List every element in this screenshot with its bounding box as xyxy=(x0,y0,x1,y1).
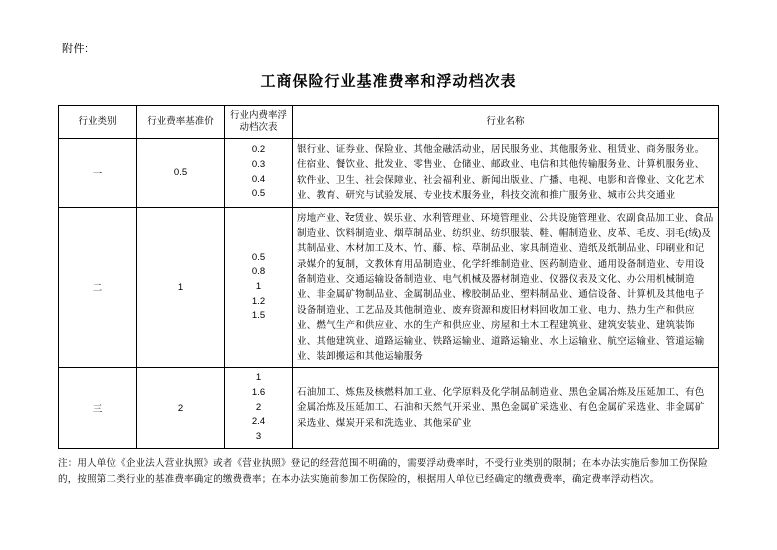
cell-tiers xyxy=(225,207,293,368)
tier-value: 1.6 xyxy=(251,386,266,398)
cell-category: 二 xyxy=(59,207,137,368)
rate-table xyxy=(58,105,719,449)
attachment-label: 附件: xyxy=(62,43,89,55)
tier-value: 1 xyxy=(255,372,262,384)
column-header-industry-names: 行业名称 xyxy=(293,106,719,139)
cell-category: 一 xyxy=(59,139,137,208)
page-title: 工商保险行业基准费率和浮动档次表 xyxy=(260,74,517,90)
cell-tiers xyxy=(225,139,293,208)
cell-base-rate: 1 xyxy=(137,207,225,368)
tier-value: 0.5 xyxy=(251,188,266,200)
tier-value: 2.4 xyxy=(251,416,266,428)
column-header-category: 行业类别 xyxy=(59,106,137,139)
tier-value: 0.3 xyxy=(251,159,266,171)
tier-value: 0.5 xyxy=(251,251,266,263)
cell-industry-names: 银行业、证券业、保险业、其他金融活动业，居民服务业、其他服务业、租赁业、商务服务业。住宿业、餐饮业、批发业、零售业、仓储业、邮政业、电信和其他传输服务业、计算机服务业、软件业、卫生、社会保障业、社会福利业、新闻出版业、广播、电视、电影和音像业、文化艺术业、教育、研究与试验发展、专业技术服务业，科技交流和推广服务业、城市公共交通业 xyxy=(293,139,719,208)
table-row xyxy=(59,368,719,449)
cell-industry-names: 房地产业、रेंट赁业、娱乐业、水利管理业、环境管理业、公共设施管理业、农副食品加工业、食品制造业、饮料制造业、烟草制品业、纺织业、纺织服装、鞋、帽制造业、皮革、毛皮、羽毛(绒)及其制品业、木材加工及木、竹、藤、棕、草制品业、家具制造业、造纸及纸制品业、印刷业和记录媒介的复制，文教休育用品制造业、化学纤维制造业、医药制造业、通用设备制造业、专用设备制造业、交通运输设备制造业、电气机械及器材制造业、仪器仪表及文化、办公用机械制造业、非金属矿物制品业、金属制品业、橡胶制品业、塑料制品业、通信设备、计算机及其他电子设备制造业、工艺品及其他制造业、废弃资源和废旧材料回收加工业、电力、热力生产和供应业、燃气生产和供应业、水的生产和供应业、房屋和土木工程建筑业、建筑安装业、建筑装饰业、其他建筑业、道路运输业、铁路运输业、道路运输业、水上运输业、航空运输业、管道运输业、装卸搬运和其他运输服务 xyxy=(293,207,719,368)
cell-tiers xyxy=(225,368,293,449)
tier-value: 0.2 xyxy=(251,144,266,156)
tier-value: 3 xyxy=(255,431,262,443)
tier-value: 0.4 xyxy=(251,173,266,185)
table-note: 注：用人单位《企业法人营业执照》或者《营业执照》登记的经营范围不明确的，需要浮动费率时，不受行业类别的限制；在本办法实施后参加工伤保险的，按照第二类行业的基准费率确定的缴费费率；在本办法实施前参加工伤保险的，根据用人单位已经确定的缴费费率，确定费率浮动档次。 xyxy=(58,457,708,485)
table-row xyxy=(59,207,719,368)
cell-category: 三 xyxy=(59,368,137,449)
tier-value: 1.5 xyxy=(251,310,266,322)
cell-base-rate: 0.5 xyxy=(137,139,225,208)
tier-value: 2 xyxy=(255,401,262,413)
table-row xyxy=(59,139,719,208)
tier-value: 1 xyxy=(255,281,262,293)
column-header-tiers: 行业内费率浮动档次表 xyxy=(225,106,293,139)
column-header-base-rate: 行业费率基准价 xyxy=(137,106,225,139)
cell-base-rate: 2 xyxy=(137,368,225,449)
cell-industry-names: 石油加工、炼焦及核燃料加工业、化学原料及化学制品制造业、黑色金属冶炼及压延加工、有色金属冶炼及压延加工、石油和天然气开采业、黑色金属矿采选业、有色金属矿采选业、非金属矿采选业、煤炭开采和洗选业、其他采矿业 xyxy=(293,368,719,449)
tier-value: 1.2 xyxy=(251,295,266,307)
table-header-row xyxy=(59,106,719,139)
tier-value: 0.8 xyxy=(251,266,266,278)
